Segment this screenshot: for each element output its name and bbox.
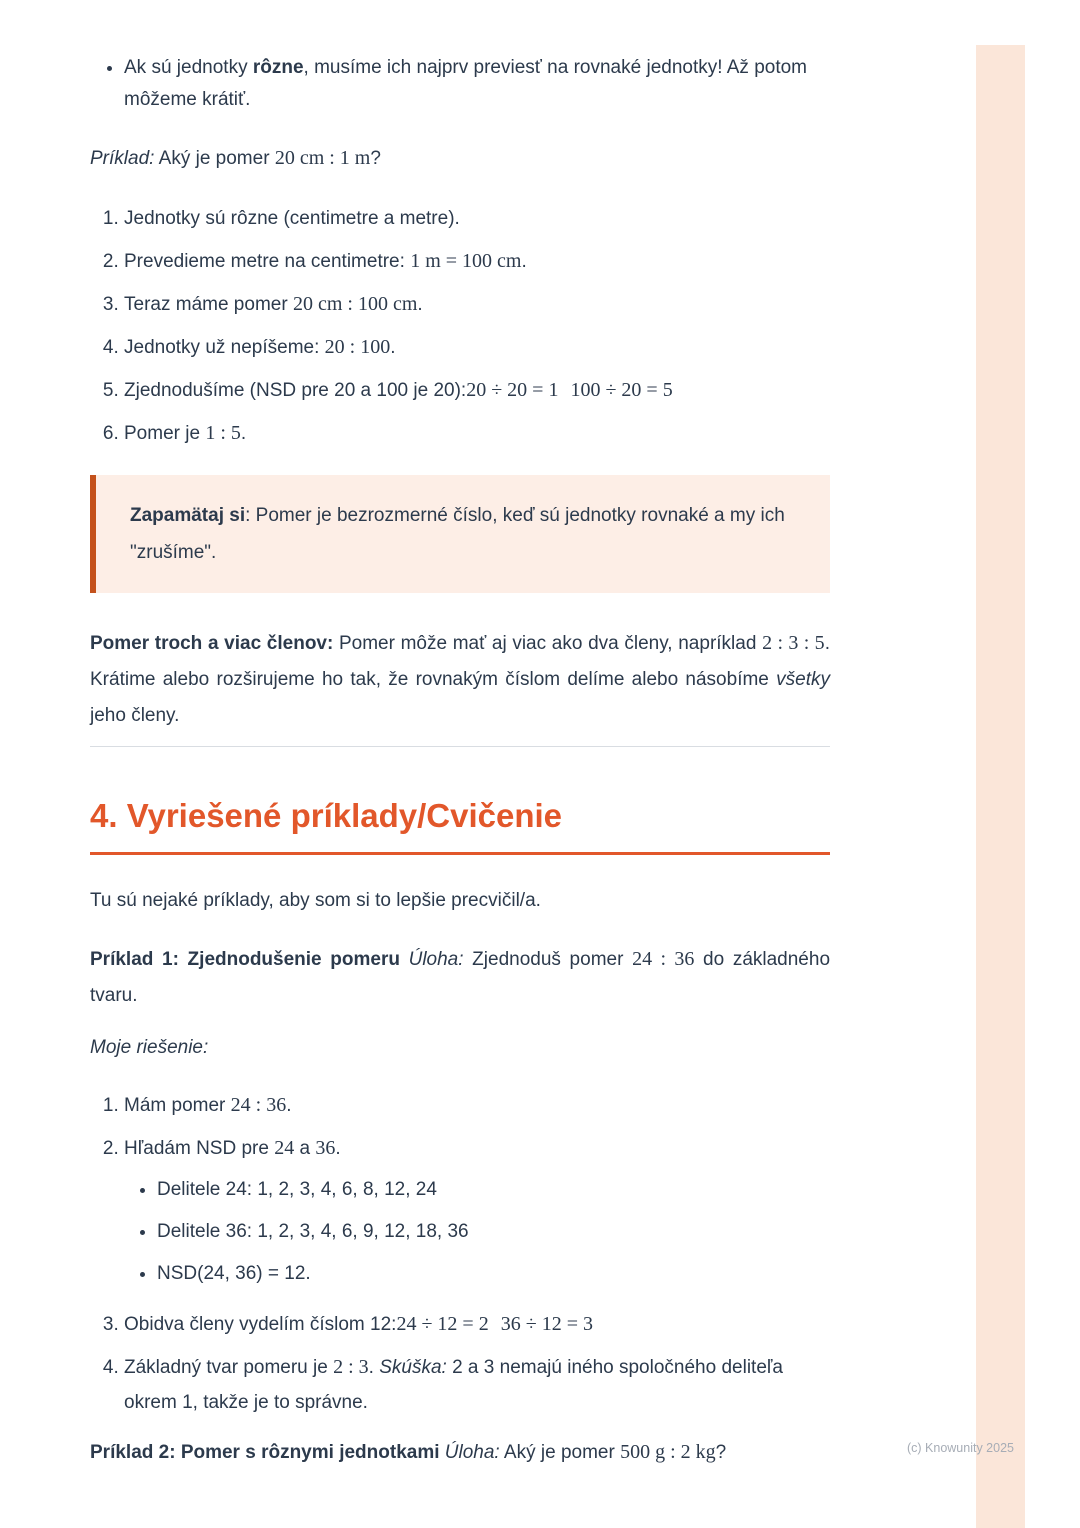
text-run: Základný tvar pomeru je [124, 1357, 334, 1378]
bold-run: Zapamätaj si [130, 505, 246, 526]
section-heading: 4. Vyriešené príklady/Cvičenie [90, 795, 830, 855]
bold-run: Príklad 1: Zjednodušenie pomeru [90, 949, 409, 970]
step-item [124, 1088, 830, 1123]
step-item [124, 373, 830, 408]
text-run: . Krátime alebo rozširujeme ho tak, že rovnakým číslom delíme alebo násobíme [90, 633, 830, 690]
unit-rule-item [124, 52, 830, 116]
text-run: . [286, 1095, 292, 1116]
text-run: , musíme ich najprv previesť na rovnaké jednotky! Až potom môžeme krátiť. [124, 57, 808, 110]
callout-text [130, 497, 800, 571]
math-run: 2 : 3 : 5 [762, 632, 825, 654]
math-run: 24 [274, 1137, 295, 1159]
math-run: 1 : 5 [205, 422, 241, 444]
divisor-item [157, 1172, 830, 1207]
solution-label [90, 1030, 830, 1066]
step-item [124, 416, 830, 451]
step-item [124, 244, 830, 279]
text-run: Pomer môže mať aj viac ako dva členy, napríklad [333, 633, 763, 654]
text-run: Hľadám NSD pre [124, 1138, 275, 1159]
text-run: Jednotky sú rôzne (centimetre a metre). [124, 208, 460, 229]
text-run: jeho členy. [90, 705, 180, 726]
math-run: 36 [315, 1137, 336, 1159]
unit-rule-list [90, 52, 830, 116]
math-run: 20 : 100 [324, 336, 391, 358]
text-run: ? [715, 1442, 727, 1463]
skuska-label: Skúška: [379, 1357, 447, 1378]
copyright-note: (c) Knowunity 2025 [906, 1441, 1014, 1455]
text-run: Teraz máme pomer [124, 294, 293, 315]
text-run: 2 a 3 nemajú iného spoločného deliteľa okrem 1, takže je to správne. [124, 1357, 783, 1413]
example1-paragraph [90, 941, 830, 1014]
text-run: Delitele 24: 1, 2, 3, 4, 6, 8, 12, 24 [157, 1179, 437, 1200]
text-run: Ak sú jednotky [124, 57, 253, 78]
text-run: . [368, 1357, 380, 1378]
step-item [124, 201, 830, 236]
conversion-steps-list [90, 201, 830, 451]
callout-box [90, 475, 830, 593]
uloha-label: Úloha: [444, 1442, 500, 1463]
uloha-label: Úloha: [408, 949, 464, 970]
italic-run: Moje riešenie: [90, 1037, 209, 1058]
math-run: 20 cm : 1 m [274, 147, 371, 169]
text-run: Aký je pomer [154, 148, 275, 169]
text-run: Mám pomer [124, 1095, 231, 1116]
section-intro: Tu sú nejaké príklady, aby som si to lepšie precvičil/a. [90, 890, 541, 911]
text-run: Pomer je [124, 423, 206, 444]
multi-ratio-paragraph [90, 625, 830, 734]
priklad-label: Príklad: [90, 148, 155, 169]
example2-paragraph [90, 1434, 830, 1471]
text-run: : Pomer je bezrozmerné číslo, keď sú jednotky rovnaké a my ich "zrušíme". [130, 505, 785, 563]
solution-steps-list [90, 1088, 830, 1420]
math-run: 1 m = 100 cm [410, 250, 522, 272]
text-run: ? [370, 148, 381, 169]
document-content [90, 52, 830, 1471]
text-run: . [335, 1138, 341, 1159]
step-item [124, 1131, 830, 1291]
text-run: Obidva členy vydelím číslom 12: [124, 1314, 397, 1335]
text-run: Aký je pomer [499, 1442, 621, 1463]
italic-run: všetky [776, 669, 830, 690]
math-run: 500 g : 2 kg [620, 1441, 716, 1463]
text-run: Prevedieme metre na centimetre: [124, 251, 411, 272]
section-divider [90, 746, 830, 747]
math-run: 24 : 36 [230, 1094, 287, 1116]
side-stripe [976, 45, 1025, 1528]
math-run: 24 ÷ 12 = 2 [396, 1313, 489, 1335]
text-run: do základného tvaru. [90, 949, 831, 1006]
text-run: Delitele 36: 1, 2, 3, 4, 6, 9, 12, 18, 36 [157, 1221, 469, 1242]
text-run: Zjednoduš pomer [463, 949, 633, 970]
divisor-item [157, 1256, 830, 1291]
math-run: 24 : 36 [632, 948, 695, 970]
text-run: NSD(24, 36) = 12. [157, 1263, 311, 1284]
step-item [124, 1350, 830, 1420]
text-run: Zjednodušíme (NSD pre 20 a 100 je 20): [124, 380, 467, 401]
example-intro-line [90, 142, 830, 175]
text-run: . [521, 251, 527, 272]
math-run: 36 ÷ 12 = 3 [500, 1313, 593, 1335]
divisors-list [124, 1172, 830, 1291]
step-item [124, 287, 830, 322]
divisor-item [157, 1214, 830, 1249]
text-run: a [294, 1138, 316, 1159]
math-run: 20 ÷ 20 = 1 [466, 379, 559, 401]
math-run: 20 cm : 100 cm [292, 293, 418, 315]
text-run: Jednotky už nepíšeme: [124, 337, 325, 358]
math-run: 2 : 3 [333, 1356, 369, 1378]
bold-run: Pomer troch a viac členov: [90, 633, 334, 654]
text-run: . [417, 294, 423, 315]
text-run: . [240, 423, 247, 444]
math-run: 100 ÷ 20 = 5 [570, 379, 673, 401]
bold-run: rôzne [252, 57, 304, 78]
text-run: . [390, 337, 396, 358]
step-item [124, 330, 830, 365]
step-item [124, 1307, 830, 1342]
bold-run: Príklad 2: Pomer s rôznymi jednotkami [90, 1442, 445, 1463]
